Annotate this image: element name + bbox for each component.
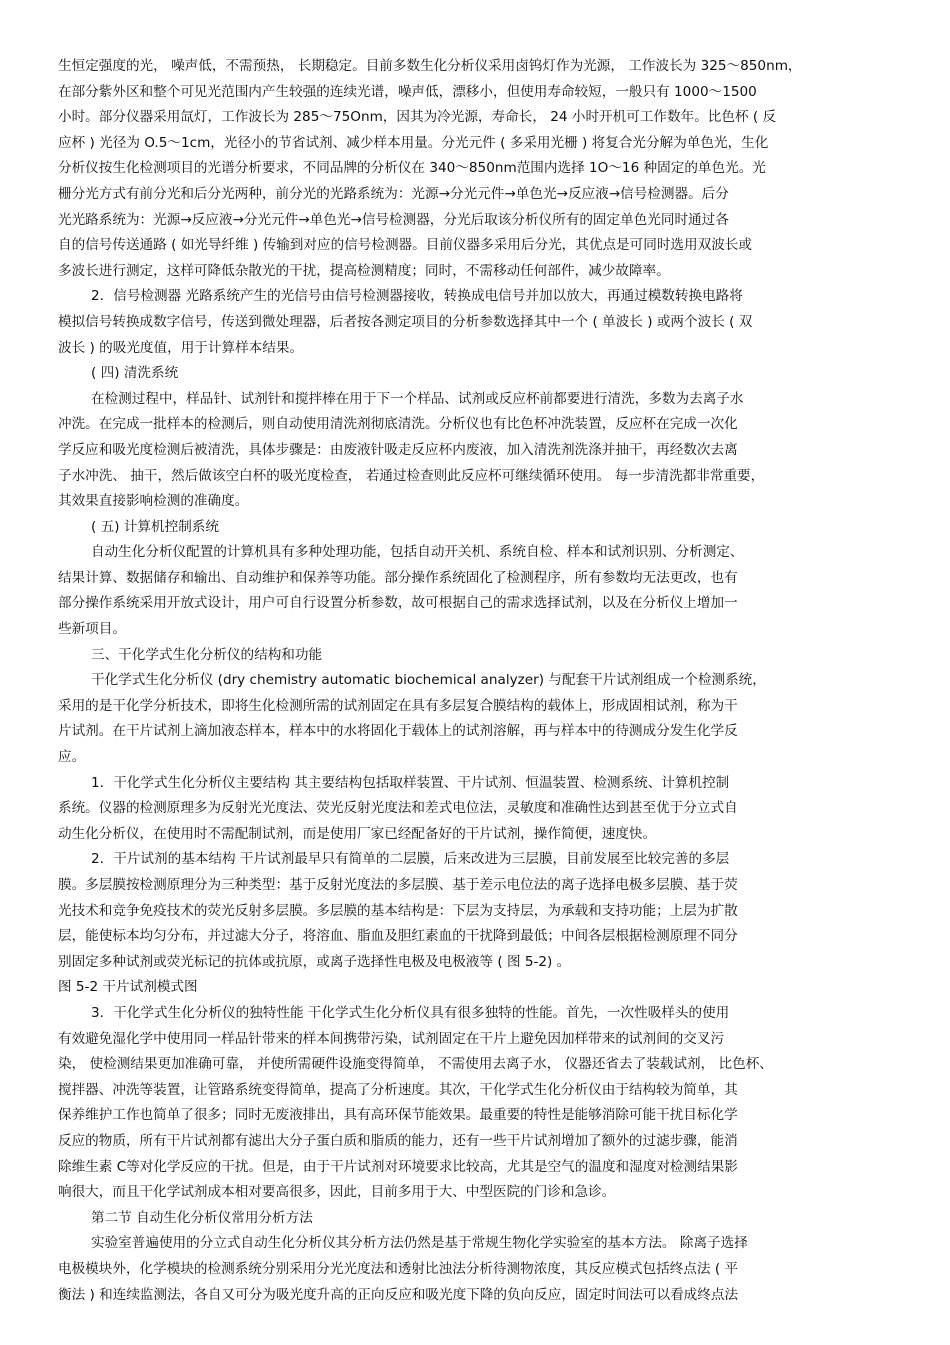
text-line: 动生化分析仪，在使用时不需配制试剂，而是使用厂家已经配备好的干片试剂，操作简便，速度快。	[58, 825, 657, 842]
text-line: 些新项目。	[58, 621, 126, 638]
text-line: 3．干化学式生化分析仪的独特性能 干化学式生化分析仪具有很多独特的性能。首先，一次性吸样头的使用	[91, 1004, 730, 1021]
text-line: 波长 ) 的吸光度值，用于计算样本结果。	[58, 339, 304, 356]
text-line: 衡法 ) 和连续监测法，各自又可分为吸光度升高的正向反应和吸光度下降的负向反应，固定时间法可以看成终点法	[58, 1286, 739, 1303]
text-line: 子水冲洗、 抽干，然后做该空白杯的吸光度检查， 若通过检查则此反应杯可继续循环使用。 每一步清洗都非常重要，	[58, 467, 765, 484]
text-line: 层，能使标本均匀分布，并过滤大分子，将溶血、脂血及胆红素血的干扰降到最低；中间各层根据检测原理不同分	[58, 928, 738, 945]
text-line: 其效果直接影响检测的准确度。	[58, 493, 249, 510]
text-line: 自动生化分析仪配置的计算机具有多种处理功能，包括自动开关机、系统自检、样本和试剂识别、分析测定、	[91, 544, 744, 561]
text-line: 应杯 ) 光径为 O.5～1cm，光径小的节省试剂、减少样本用量。分光元件 ( 多采用光栅 ) 将复合光分解为单色光，生化	[58, 134, 769, 151]
text-line: 搅拌器、冲洗等装置，让管路系统变得简单，提高了分析速度。其次，干化学式生化分析仪由于结构较为简单，其	[58, 1081, 738, 1098]
text-line: 冲洗。在完成一批样本的检测后，则自动使用清洗剂彻底清洗。分析仪也有比色杯冲洗装置，反应杯在完成一次化	[58, 416, 738, 433]
text-line: 实验室普遍使用的分立式自动生化分析仪其分析方法仍然是基于常规生物化学实验室的基本方法。 除离子选择	[91, 1235, 748, 1252]
text-line: 有效避免湿化学中使用同一样品针带来的样本间携带污染，试剂固定在干片上避免因加样带来的试剂间的交叉污	[58, 1030, 725, 1047]
text-line: 三、干化学式生化分析仪的结构和功能	[91, 646, 323, 663]
text-line: 干化学式生化分析仪 (dry chemistry automatic biochemical analyzer) 与配套干片试剂组成一个检测系统，	[91, 672, 766, 689]
text-line: 染， 使检测结果更加准确可靠， 并使所需硬件设施变得简单， 不需使用去离子水， 仪器还省去了装载试剂， 比色杯、	[58, 1056, 773, 1073]
text-line: 部分操作系统采用开放式设计，用户可自行设置分析参数，故可根据自己的需求选择试剂，以及在分析仪上增加一	[58, 595, 738, 612]
text-line: 片试剂。在干片试剂上滴加液态样本，样本中的水将固化于载体上的试剂溶解，再与样本中的待测成分发生化学反	[58, 723, 738, 740]
text-line: 膜。多层膜按检测原理分为三种类型：基于反射光度法的多层膜、基于差示电位法的离子选择电极多层膜、基于荧	[58, 877, 738, 893]
text-line: 采用的是干化学分析技术，即将生化检测所需的试剂固定在具有多层复合膜结构的载体上，形成固相试剂，称为干	[58, 697, 738, 714]
text-line: 图 5-2 干片试剂模式图	[58, 979, 198, 996]
text-line: 在检测过程中，样品针、试剂针和搅拌棒在用于下一个样品、试剂或反应杯前都要进行清洗，多数为去离子水	[91, 390, 744, 407]
text-line: 除维生素 C等对化学反应的干扰。但是，由于干片试剂对环境要求比较高，尤其是空气的温度和湿度对检测结果影	[58, 1158, 738, 1175]
document-page	[58, 54, 900, 1308]
text-line: 电极模块外，化学模块的检测系统分别采用分光光度法和透射比浊法分析待测物浓度，其反应模式包括终点法 ( 平	[58, 1260, 739, 1277]
text-line: 系统。仪器的检测原理多为反射光光度法、荧光反射光度法和差式电位法，灵敏度和准确性达到甚至优于分立式自	[58, 800, 738, 817]
text-line: 结果计算、数据储存和输出、自动维护和保养等功能。部分操作系统固化了检测程序，所有参数均无法更改，也有	[58, 569, 738, 586]
text-line: 响很大，而且干化学试剂成本相对要高很多，因此，目前多用于大、中型医院的门诊和急诊。	[58, 1184, 616, 1201]
text-line: 2．干片试剂的基本结构 干片试剂最早只有简单的二层膜，后来改进为三层膜，目前发展至比较完善的多层	[91, 851, 730, 868]
text-line: 多波长进行测定，这样可降低杂散光的干扰，提高检测精度；同时，不需移动任何部件，减少故障率。	[58, 262, 670, 279]
text-line: 学反应和吸光度检测后被清洗，具体步骤是：由废液针吸走反应杯内废液，加入清洗剂洗涤并抽干，再经数次去离	[58, 441, 738, 458]
text-line: 光光路系统为：光源→反应液→分光元件→单色光→信号检测器，分光后取该分析仪所有的固定单色光同时通过各	[58, 211, 729, 228]
text-line: 栅分光方式有前分光和后分光两种，前分光的光路系统为：光源→分光元件→单色光→反应液→信号检测器。后分	[58, 185, 729, 202]
text-line: 反应的物质，所有干片试剂都有滤出大分子蛋白质和脂质的能力，还有一些干片试剂增加了额外的过滤步骤，能消	[58, 1132, 738, 1149]
text-line: 模拟信号转换成数字信号，传送到微处理器，后者按各测定项目的分析参数选择其中一个 ( 单波长 ) 或两个波长 ( 双	[58, 313, 753, 330]
text-line: ( 五) 计算机控制系统	[91, 518, 219, 535]
text-line: 光技术和竞争免疫技术的荧光反射多层膜。多层膜的基本结构是：下层为支持层，为承载和支持功能；上层为扩散	[58, 902, 738, 919]
text-line: 分析仪按生化检测项目的光谱分析要求，不同品牌的分析仪在 340～850nm范围内选择 1O～16 种固定的单色光。光	[58, 160, 766, 177]
text-line: ( 四) 清洗系统	[91, 365, 179, 382]
text-line: 第二节 自动生化分析仪常用分析方法	[91, 1209, 313, 1226]
text-line: 2．信号检测器 光路系统产生的光信号由信号检测器接收，转换成电信号并加以放大，再通过模数转换电路将	[91, 288, 743, 305]
text-line: 小时。部分仪器采用氙灯，工作波长为 285～75Onm，因其为冷光源，寿命长， 24 小时开机可工作数年。比色杯 ( 反	[58, 109, 777, 126]
text-line: 应。	[58, 749, 86, 766]
text-line: 在部分紫外区和整个可见光范围内产生较强的连续光谱，噪声低，漂移小，但使用寿命较短，一般只有 1000～1500	[58, 83, 757, 100]
text-line: 1．干化学式生化分析仪主要结构 其主要结构包括取样装置、干片试剂、恒温装置、检测系统、计算机控制	[91, 774, 730, 791]
text-line: 生恒定强度的光， 噪声低，不需预热， 长期稳定。目前多数生化分析仪采用卤钨灯作为光源， 工作波长为 325～850nm，	[58, 58, 802, 74]
text-line: 自的信号传送通路 ( 如光导纤维 ) 传输到对应的信号检测器。目前仪器多采用后分光，其优点是可同时选用双波长或	[58, 237, 752, 254]
text-line: 保养维护工作也简单了很多；同时无废液排出，具有高环保节能效果。最重要的特性是能够消除可能干扰目标化学	[58, 1107, 738, 1124]
text-line: 别固定多种试剂或荧光标记的抗体或抗原，或离子选择性电极及电极液等 ( 图 5-2) 。	[58, 953, 571, 970]
